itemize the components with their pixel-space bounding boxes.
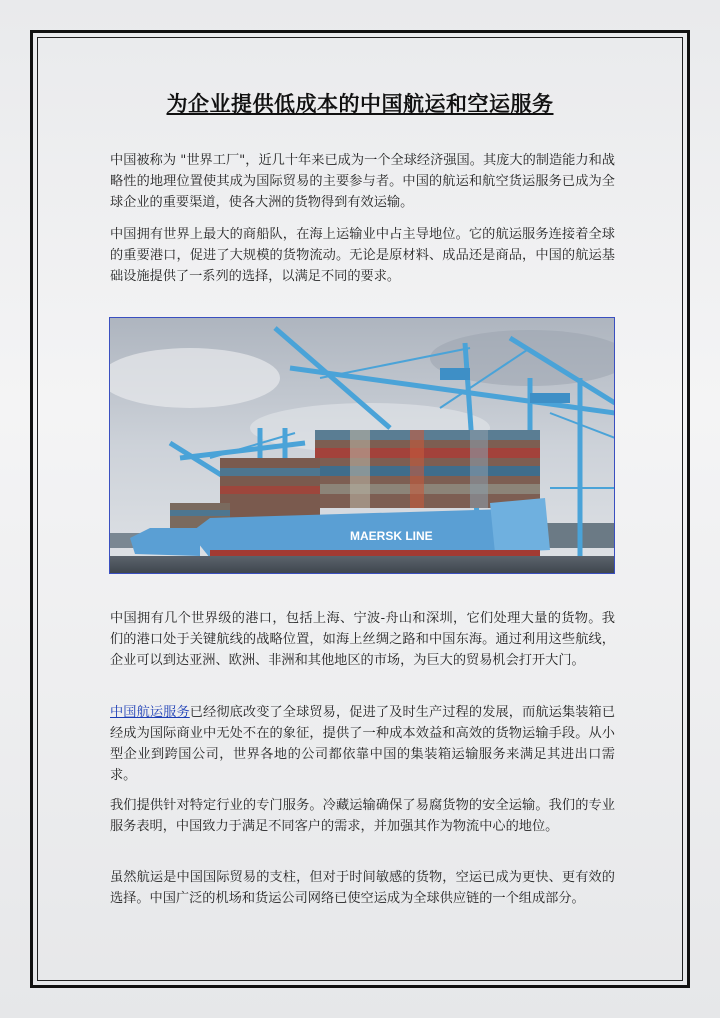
paragraph-fleet: 中国拥有世界上最大的商船队，在海上运输业中占主导地位。它的航运服务连接着全球的重要港口，促进了大规模的货物流动。无论是原材料、成品还是商品，中国的航运基础设施提供了一系列的选择，以满足不同的要求。 bbox=[110, 227, 615, 284]
shipping-services-link[interactable]: 中国航运服务 bbox=[110, 705, 190, 720]
paragraph-air-freight: 虽然航运是中国国际贸易的支柱，但对于时间敏感的货物，空运已成为更快、更有效的选择。中国广泛的机场和货运公司网络已使空运成为全球供应链的一个组成部分。 bbox=[110, 870, 615, 906]
paragraph-special-services: 我们提供针对特定行业的专门服务。冷藏运输确保了易腐货物的安全运输。我们的专业服务表明，中国致力于满足不同客户的需求，并加强其作为物流中心的地位。 bbox=[110, 798, 615, 834]
paragraph-intro: 中国被称为 "世界工厂"，近几十年来已成为一个全球经济强国。其庞大的制造能力和战略性的地理位置使其成为国际贸易的主要参与者。中国的航运和航空货运服务已成为全球企业的重要渠道，使各大洲的货物得到有效运输。 bbox=[110, 153, 615, 210]
page-title: 为企业提供低成本的中国航运和空运服务 bbox=[166, 91, 554, 116]
container-ship-photo bbox=[109, 317, 615, 574]
paragraph-shipping-services-text: 已经彻底改变了全球贸易，促进了及时生产过程的发展，而航运集装箱已经成为国际商业中无处不在的象征，提供了一种成本效益和高效的货物运输手段。从小型企业到跨国公司，世界各地的公司都依靠中国的集装箱运输服务来满足其进出口需求。 bbox=[110, 705, 616, 783]
paragraph-ports: 中国拥有几个世界级的港口，包括上海、宁波-舟山和深圳，它们处理大量的货物。我们的港口处于关键航线的战略位置，如海上丝绸之路和中国东海。通过利用这些航线，企业可以到达亚洲、欧洲、非洲和其他地区的市场，为巨大的贸易机会打开大门。 bbox=[110, 611, 615, 668]
hull-text: MAERSK LINE bbox=[350, 529, 433, 543]
paragraph-shipping-services bbox=[110, 702, 615, 786]
